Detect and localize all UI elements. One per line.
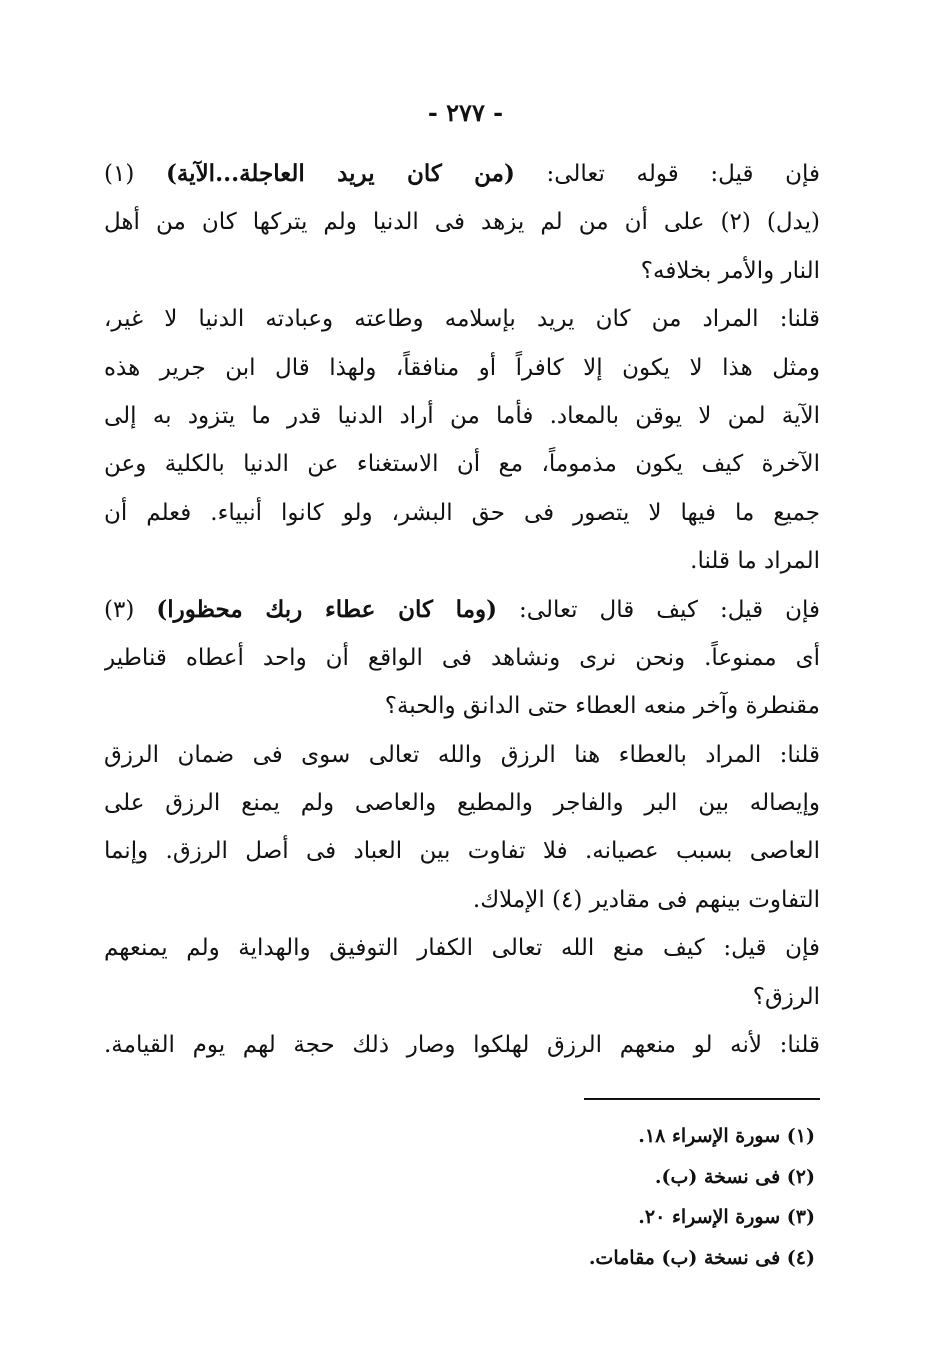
text-segment: (يدل) (٢) على أن من لم يزهد فى الدنيا ولم يتركها كان من أهل: [104, 209, 820, 236]
text-line: [104, 537, 820, 585]
text-segment: العاصى بسبب عصيانه. فلا تفاوت بين العباد فى أصل الرزق. وإنما: [104, 838, 820, 865]
text-line: [104, 247, 820, 295]
text-line: [104, 440, 820, 488]
text-segment: قلنا: المراد من كان يريد بإسلامه وطاعته وعبادته الدنيا لا غير،: [104, 306, 820, 333]
text-line: [104, 1021, 820, 1069]
text-line: [104, 198, 820, 246]
text-line: [104, 731, 820, 779]
text-line: [104, 344, 820, 392]
text-segment: الآية لمن لا يوقن بالمعاد. فأما من أراد الدنيا قدر ما يتزود به إلى: [104, 402, 820, 429]
page-number: - ٢٧٧ -: [427, 98, 504, 127]
footnote-divider: [584, 1098, 820, 1100]
text-segment: فإن قيل: كيف منع الله تعالى الكفار التوفيق والهداية ولم يمنعهم: [104, 935, 820, 962]
footnote: (٤) فى نسخة (ب) مقامات.: [588, 1246, 815, 1269]
text-line: [104, 295, 820, 343]
text-line: [104, 924, 820, 972]
text-line: [104, 876, 820, 924]
text-segment: الآخرة كيف يكون مذموماً، مع أن الاستغناء عن الدنيا بالكلية وعن: [104, 451, 820, 478]
text-segment: مقنطرة وآخر منعه العطاء حتى الدانق والحبة؟: [384, 693, 820, 720]
text-segment: فإن قيل: قوله تعالى:: [514, 161, 820, 187]
text-line: [104, 586, 820, 634]
body-text: [104, 150, 820, 1069]
quran-quote: (من كان يريد العاجلة...الآية): [165, 160, 515, 187]
text-segment: التفاوت بينهم فى مقادير (٤) الإملاك.: [472, 886, 820, 913]
text-line: [104, 779, 820, 827]
text-segment: وإيصاله بين البر والفاجر والمطيع والعاصى ولم يمنع الرزق على: [104, 790, 820, 817]
text-line: [104, 392, 820, 440]
footnote: (٢) فى نسخة (ب).: [654, 1165, 815, 1188]
text-segment: جميع ما فيها لا يتصور فى حق البشر، ولو كانوا أنبياء. فعلم أن: [104, 499, 820, 526]
text-segment: (١): [104, 161, 166, 187]
text-line: [104, 973, 820, 1021]
text-segment: أى ممنوعاً. ونحن نرى ونشاهد فى الواقع أن واحد أعطاه قناطير: [104, 644, 820, 671]
text-segment: الرزق؟: [752, 983, 820, 1010]
text-line: [104, 682, 820, 730]
text-segment: المراد ما قلنا.: [690, 548, 820, 575]
text-segment: فإن قيل: كيف قال تعالى:: [497, 596, 820, 623]
footnote: (٣) سورة الإسراء ٢٠.: [638, 1206, 815, 1228]
footnotes: [300, 1116, 815, 1278]
text-segment: قلنا: المراد بالعطاء هنا الرزق والله تعالى سوى فى ضمان الرزق: [104, 741, 820, 768]
text-line: [104, 634, 820, 682]
text-segment: (٣): [104, 596, 157, 623]
footnote: (١) سورة الإسراء ١٨.: [638, 1125, 815, 1147]
quran-quote: (وما كان عطاء ربك محظورا): [156, 595, 498, 623]
text-line: [104, 827, 820, 875]
text-segment: ومثل هذا لا يكون إلا كافراً أو منافقاً، ولهذا قال ابن جرير هذه: [104, 354, 820, 381]
text-segment: النار والأمر بخلافه؟: [640, 257, 820, 284]
text-line: [104, 489, 820, 537]
text-line: [104, 150, 820, 198]
text-segment: قلنا: لأنه لو منعهم الرزق لهلكوا وصار ذلك حجة لهم يوم القيامة.: [104, 1032, 820, 1059]
